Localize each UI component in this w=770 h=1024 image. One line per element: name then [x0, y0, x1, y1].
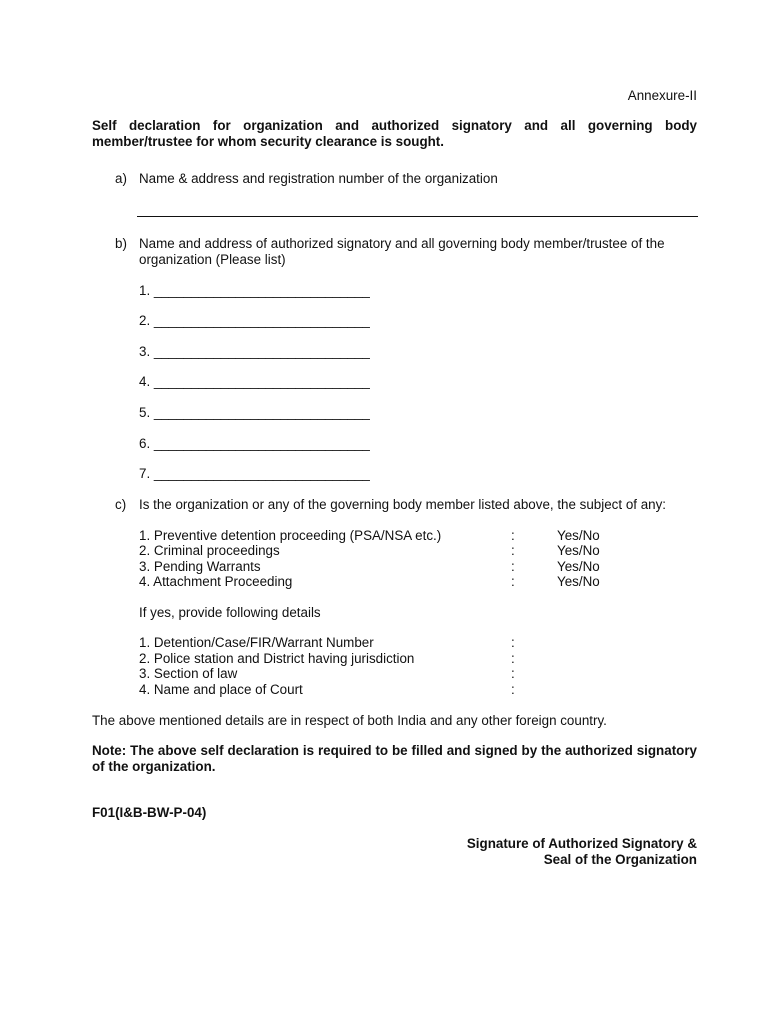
proceeding-colon-1: :: [511, 528, 515, 543]
proceeding-colon-4: :: [511, 574, 515, 589]
proceeding-colon-2: :: [511, 543, 515, 558]
detail-label-1: 1. Detention/Case/FIR/Warrant Number: [139, 635, 374, 650]
proceeding-value-3: Yes/No: [557, 559, 600, 574]
detail-label-2: 2. Police station and District having jurisdiction: [139, 651, 415, 666]
organization-answer-line: [137, 216, 698, 217]
item-a-letter: a): [115, 171, 127, 186]
detail-label-4: 4. Name and place of Court: [139, 682, 303, 697]
item-c-text: Is the organization or any of the governing body member listed above, the subject of any:: [139, 497, 667, 512]
signatory-list-line-7: 7. _____________________________: [139, 466, 370, 481]
proceeding-label-4: 4. Attachment Proceeding: [139, 574, 293, 589]
detail-colon-2: :: [511, 651, 515, 666]
form-code: F01(I&B-BW-P-04): [92, 805, 207, 820]
proceeding-label-2: 2. Criminal proceedings: [139, 543, 280, 558]
note-text: Note: The above self declaration is required to be filled and signed by the authorized signatory of the organization.: [92, 743, 697, 774]
item-b-text-line2: organization (Please list): [139, 252, 286, 267]
signatory-list-line-4: 4. _____________________________: [139, 374, 370, 389]
item-a-text: Name & address and registration number of the organization: [139, 171, 498, 186]
proceeding-label-3: 3. Pending Warrants: [139, 559, 261, 574]
detail-colon-4: :: [511, 682, 515, 697]
signatory-list-line-2: 2. _____________________________: [139, 313, 370, 328]
signatory-list-line-1: 1. _____________________________: [139, 283, 370, 298]
item-b-text-line1: Name and address of authorized signatory and all governing body member/trustee of the: [139, 236, 665, 251]
item-c-letter: c): [115, 497, 127, 512]
detail-label-3: 3. Section of law: [139, 666, 238, 681]
proceeding-label-1: 1. Preventive detention proceeding (PSA/NSA etc.): [139, 528, 442, 543]
detail-colon-1: :: [511, 635, 515, 650]
proceeding-value-1: Yes/No: [557, 528, 600, 543]
signatory-list-line-6: 6. _____________________________: [139, 436, 370, 451]
document-title: Self declaration for organization and authorized signatory and all governing body member/trustee for whom security clearance is sought.: [92, 118, 697, 149]
signatory-list-line-5: 5. _____________________________: [139, 405, 370, 420]
proceeding-value-4: Yes/No: [557, 574, 600, 589]
proceeding-colon-3: :: [511, 559, 515, 574]
signatory-list-line-3: 3. _____________________________: [139, 344, 370, 359]
respect-statement: The above mentioned details are in respect of both India and any other foreign country.: [92, 713, 607, 728]
detail-colon-3: :: [511, 666, 515, 681]
signature-line-1: Signature of Authorized Signatory &: [466, 836, 697, 851]
item-b-letter: b): [115, 236, 127, 251]
signature-line-2: Seal of the Organization: [543, 852, 697, 867]
if-yes-text: If yes, provide following details: [139, 605, 321, 620]
proceeding-value-2: Yes/No: [557, 543, 600, 558]
annexure-label: Annexure-II: [627, 88, 697, 103]
